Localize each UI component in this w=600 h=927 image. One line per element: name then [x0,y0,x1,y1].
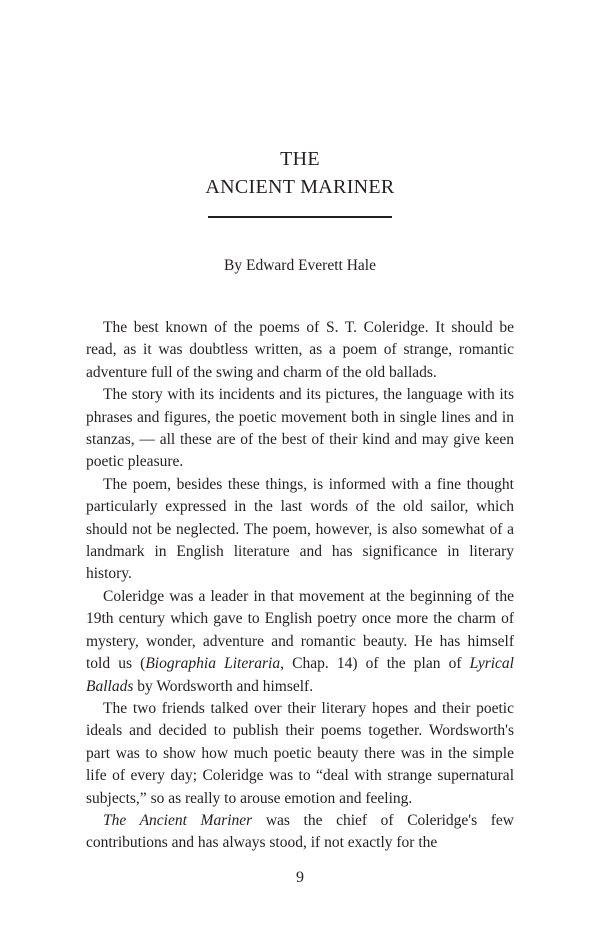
paragraph-text: , Chap. 14) of the plan of [280,655,470,673]
paragraph-text: was the chief of Coleridge's few contributions and has always stood, if not exactly for the [86,811,514,852]
paragraph [86,698,514,810]
chapter-title-line-1: THE [280,148,320,170]
italic-title-text: Biographia Literaria [145,655,281,673]
chapter-title-line-2: ANCIENT MARINER [205,176,395,198]
paragraph [86,384,514,474]
chapter-title [0,145,600,201]
italic-title-text: The Ancient Mariner [103,811,253,829]
paragraph [86,317,514,384]
paragraph-text: by Wordsworth and himself. [133,677,314,695]
italic-title-text: Lyrical Ballads [86,655,514,695]
paragraph-text: The poem, besides these things, is informed with a fine thought particularly expressed in the last words of the old sailor, which should not be neglected. The poem, however, is also somewhat of a landmark in English literature and has significance in literary history. [86,475,514,583]
paragraph [86,810,514,855]
page-number: 9 [296,869,304,886]
author-byline: By Edward Everett Hale [224,257,376,274]
paragraph-text: Coleridge was a leader in that movement at the beginning of the 19th century which gave to English poetry once more the charm of mystery, wonder, adventure and romantic beauty. He has himself told us ( [86,587,514,673]
paragraph [86,474,514,586]
paragraph-text: The story with its incidents and its pictures, the language with its phrases and figures, the poetic movement both in single lines and in stanzas, — all these are of the best of their kind and may give keen poetic pleasure. [86,386,514,471]
title-divider [208,216,392,218]
body-text [86,317,514,855]
paragraph-text: The best known of the poems of S. T. Coleridge. It should be read, as it was doubtless written, as a poem of strange, romantic adventure full of the swing and charm of the old ballads. [86,319,514,381]
paragraph-text: The two friends talked over their literary hopes and their poetic ideals and decided to publish their poems together. Wordsworth's part was to show how much poetic beauty there was in the simple life of every day; Coleridge was to “deal with strange supernatural subjects,” so as really to arouse emotion and feeling. [86,699,514,807]
paragraph [86,586,514,698]
